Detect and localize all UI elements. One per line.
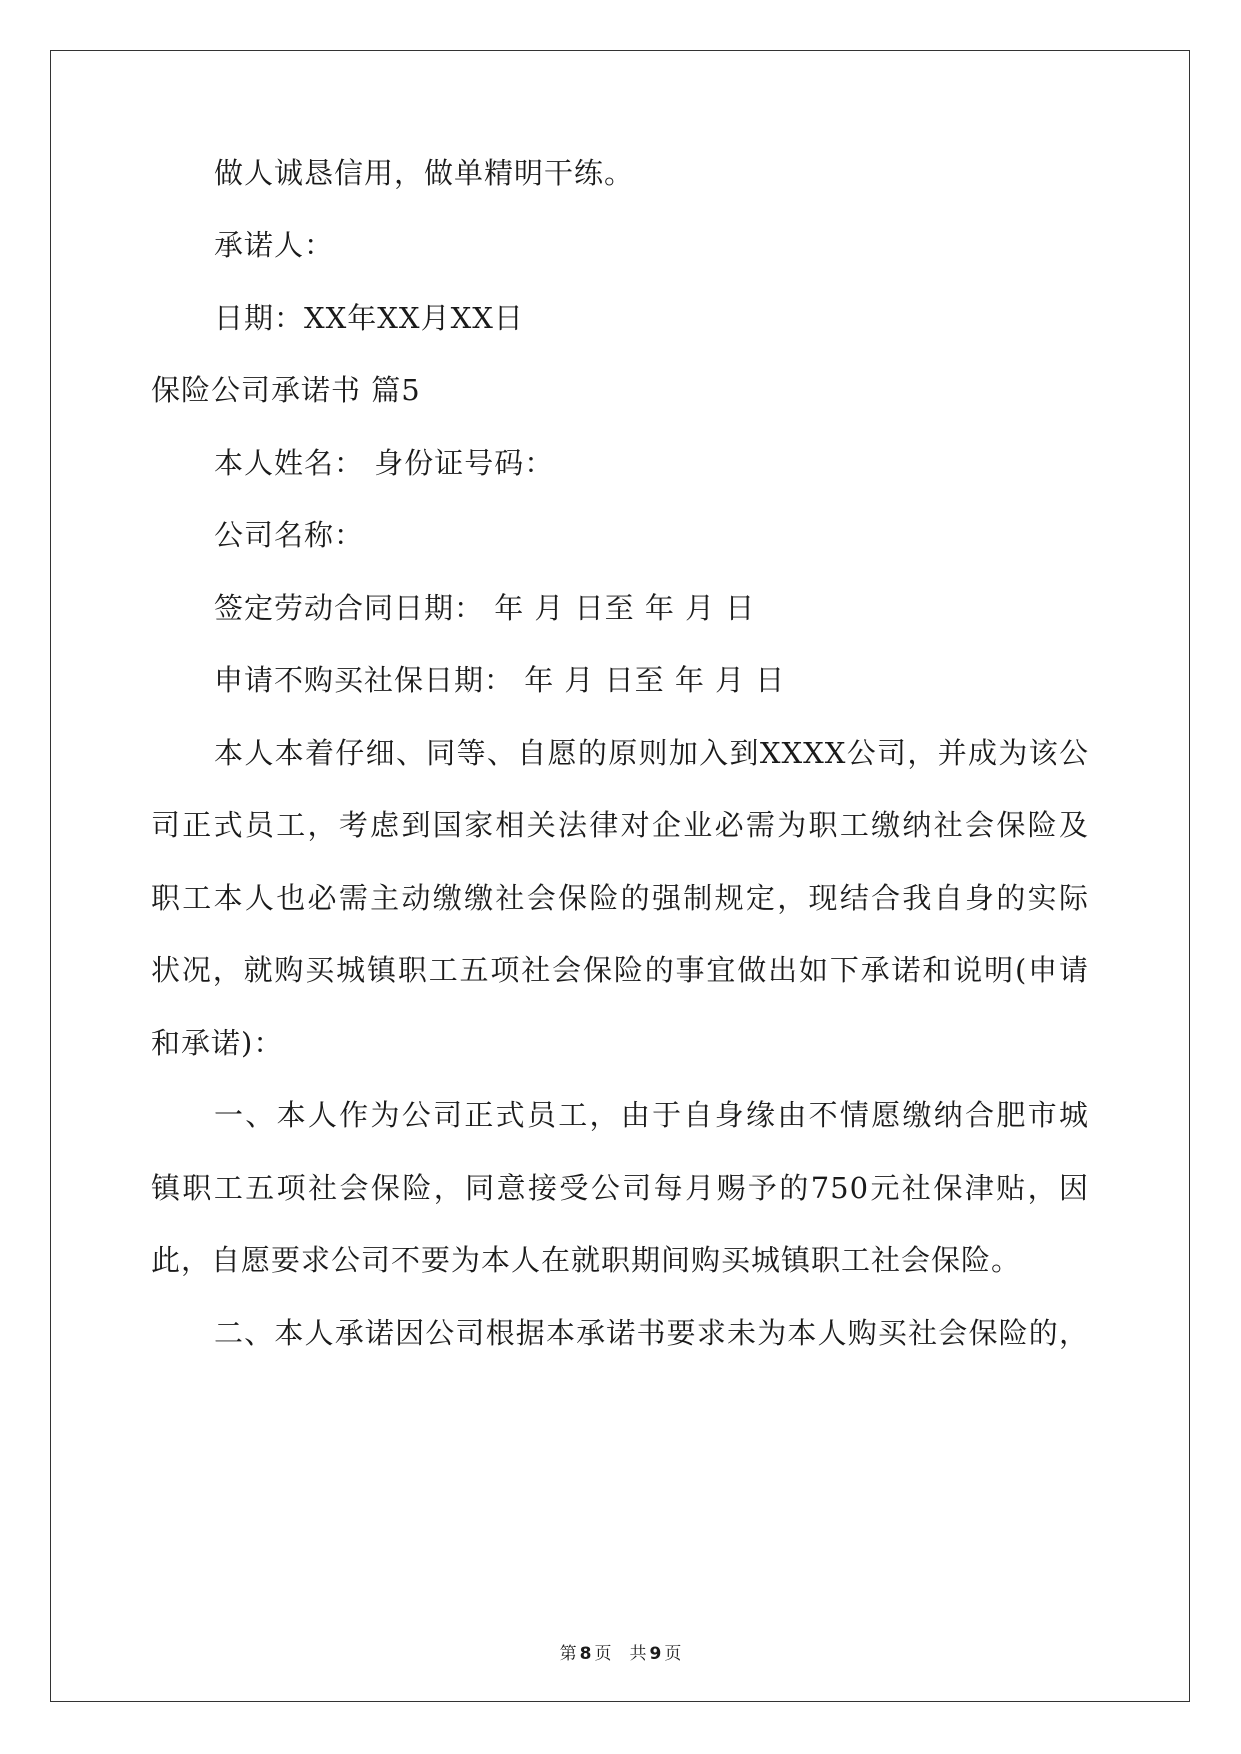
paragraph-line: 做人诚恳信用，做单精明干练。 [214, 156, 635, 190]
page-suffix: 页 [594, 1644, 612, 1664]
paragraph-line: 镇职工五项社会保险，同意接受公司每月赐予的750元社保津贴，因 [151, 1171, 1089, 1205]
paragraph-line: 和承诺)： [151, 1026, 284, 1060]
paragraph-line: 此，自愿要求公司不要为本人在就职期间购买城镇职工社会保险。 [151, 1243, 1022, 1277]
paragraph-line: 一、本人作为公司正式员工，由于自身缘由不情愿缴纳合肥市城 [214, 1098, 1089, 1132]
paragraph-line: 二、本人承诺因公司根据本承诺书要求未为本人购买社会保险的， [214, 1316, 1089, 1350]
section-title: 保险公司承诺书 篇5 [151, 373, 421, 407]
paragraph-line: 本人本着仔细、同等、自愿的原则加入到XXXX公司，并成为该公 [214, 736, 1089, 770]
current-page-number: 8 [579, 1644, 592, 1664]
total-pages-number: 9 [649, 1644, 662, 1664]
no-insurance-date-line: 申请不购买社保日期： 年 月 日至 年 月 日 [214, 663, 786, 697]
paragraph-line: 司正式员工，考虑到国家相关法律对企业必需为职工缴纳社会保险及 [151, 808, 1089, 842]
name-id-line: 本人姓名： 身份证号码： [214, 446, 555, 480]
company-name-line: 公司名称： [214, 518, 365, 552]
total-suffix: 页 [664, 1644, 682, 1664]
page-prefix: 第 [559, 1644, 577, 1664]
date-line: 日期：XX年XX月XX日 [214, 301, 524, 335]
signer-label: 承诺人： [214, 228, 335, 262]
contract-date-line: 签定劳动合同日期： 年 月 日至 年 月 日 [214, 591, 756, 625]
paragraph-line: 状况，就购买城镇职工五项社会保险的事宜做出如下承诺和说明(申请 [151, 953, 1089, 987]
page-border [50, 50, 1190, 1702]
total-prefix: 共 [629, 1644, 647, 1664]
page-footer [0, 1643, 1241, 1665]
paragraph-line: 职工本人也必需主动缴缴社会保险的强制规定，现结合我自身的实际 [151, 881, 1089, 915]
